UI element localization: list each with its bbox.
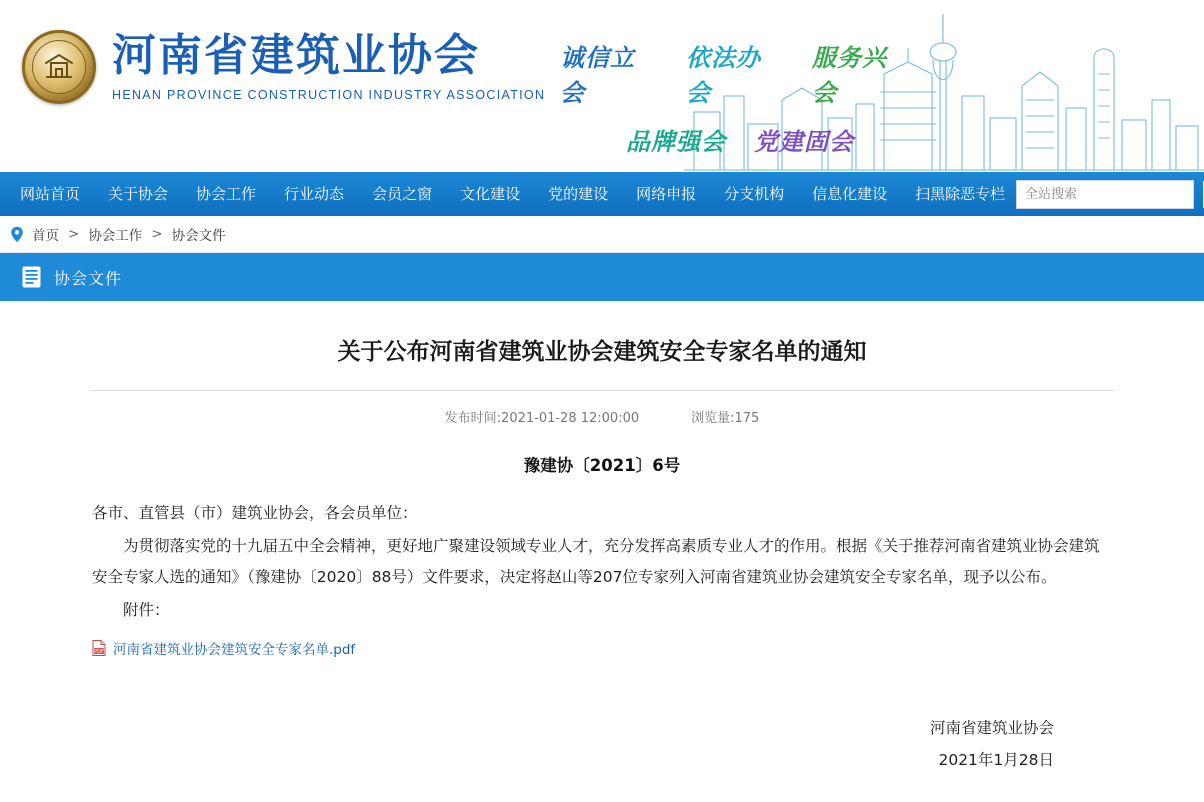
nav-item-informatization[interactable]: 信息化建设 <box>812 185 888 203</box>
view-count: 浏览量:175 <box>691 410 760 426</box>
article-meta <box>90 391 1114 426</box>
pdf-file-icon <box>92 640 106 656</box>
article <box>90 301 1114 777</box>
breadcrumb-separator-2: > <box>151 226 163 242</box>
main-navigation <box>0 172 1204 216</box>
document-number: 豫建协〔2021〕6号 <box>523 455 681 475</box>
breadcrumb-item-work[interactable]: 协会工作 <box>88 228 143 244</box>
association-emblem-icon <box>22 30 96 104</box>
breadcrumb-item-home[interactable]: 首页 <box>32 228 59 244</box>
slogan-block <box>560 38 910 171</box>
breadcrumb-separator-1: > <box>68 226 80 242</box>
nav-item-work[interactable]: 协会工作 <box>196 185 257 203</box>
nav-item-anticrime[interactable]: 扫黑除恶专栏 <box>915 185 1006 203</box>
nav-item-industry[interactable]: 行业动态 <box>284 185 345 203</box>
article-title: 关于公布河南省建筑业协会建筑安全专家名单的通知 <box>337 339 867 365</box>
signature-date: 2021年1月28日 <box>938 751 1054 770</box>
breadcrumb-item-files[interactable]: 协会文件 <box>171 228 226 244</box>
signature-org: 河南省建筑业协会 <box>929 718 1054 737</box>
document-list-icon <box>22 266 42 288</box>
search-input[interactable] <box>1017 181 1203 208</box>
slogan-2: 依法办会 <box>686 44 761 107</box>
article-body <box>90 498 1114 626</box>
slogan-5: 党建固会 <box>754 128 854 156</box>
site-header <box>0 0 1204 172</box>
nav-item-declaration[interactable]: 网络申报 <box>636 185 697 203</box>
attachment-link[interactable]: 河南省建筑业协会建筑安全专家名单.pdf <box>113 641 356 658</box>
nav-item-culture[interactable]: 文化建设 <box>460 185 521 203</box>
emblem-glyph-icon <box>39 47 79 87</box>
section-title: 协会文件 <box>54 268 123 288</box>
article-signature <box>90 712 1114 777</box>
breadcrumb <box>0 216 1204 253</box>
section-header <box>0 253 1204 301</box>
slogan-4: 品牌强会 <box>626 128 726 156</box>
attachment-row[interactable] <box>90 638 1114 658</box>
attachment-label: 附件： <box>123 600 170 619</box>
article-paragraph-1: 各市、直管县（市）建筑业协会，各会员单位： <box>92 503 418 522</box>
slogan-3: 服务兴会 <box>812 44 887 107</box>
site-logo[interactable] <box>22 30 545 104</box>
nav-item-list <box>0 172 1019 216</box>
nav-item-home[interactable]: 网站首页 <box>20 185 81 203</box>
nav-item-members[interactable]: 会员之窗 <box>372 185 433 203</box>
slogan-1: 诚信立会 <box>560 44 635 107</box>
publish-time: 发布时间:2021-01-28 12:00:00 <box>444 410 640 426</box>
nav-item-about[interactable]: 关于协会 <box>108 185 169 203</box>
logo-title-en: HENAN PROVINCE CONSTRUCTION INDUSTRY ASSOCIATION <box>112 87 546 102</box>
location-pin-icon <box>10 226 24 243</box>
svg-text:PDF: PDF <box>94 648 104 655</box>
logo-title-cn: 河南省建筑业协会 <box>112 30 480 82</box>
article-paragraph-2: 为贯彻落实党的十九届五中全会精神，更好地广聚建设领域专业人才，充分发挥高素质专业人才的作用。根据《关于推荐河南省建筑业协会建筑安全专家人选的通知》（豫建协〔2020〕88号）文件要求，决定将赵山等207位专家列入河南省建筑业协会建筑安全专家名单，现予以公布。 <box>92 536 1100 586</box>
search-box[interactable] <box>1016 180 1194 209</box>
nav-item-branches[interactable]: 分支机构 <box>724 185 785 203</box>
nav-item-party[interactable]: 党的建设 <box>548 185 609 203</box>
